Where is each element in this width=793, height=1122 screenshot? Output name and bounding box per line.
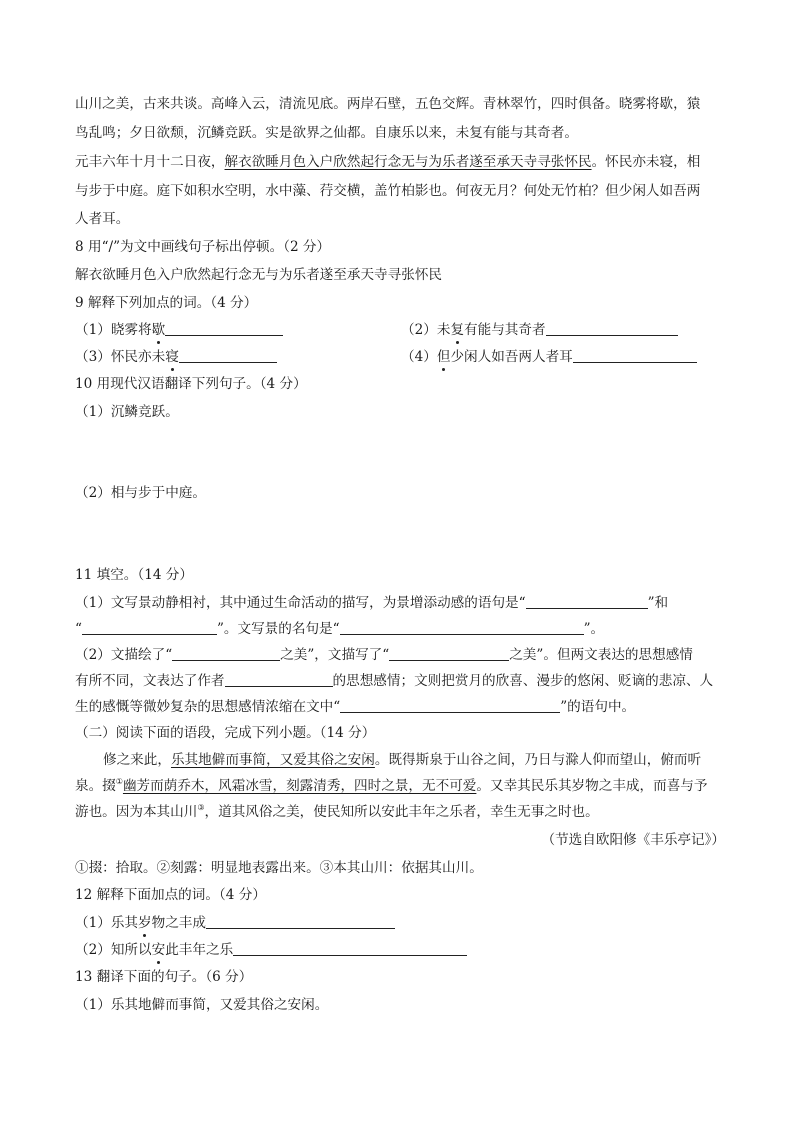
question-11-line: （1）文写景动静相衬，其中通过生命活动的描写，为景增添动感的语句是“ ”和 <box>75 595 669 611</box>
dotted-word: 安 <box>151 942 166 958</box>
footnote-mark: ① <box>115 777 123 786</box>
passage2-line: 元丰六年十月十二日夜，解衣欲睡月色入户欣然起行念无与为乐者遂至承天寺寻张怀民。怀民亦未寝，相 <box>75 154 701 170</box>
question-10-stem: 10 用现代汉语翻译下列句子。（4 分） <box>75 376 307 392</box>
section2-passage-line: 泉。掇①幽芳而荫乔木，风霜冰雪，刻露清秀，四时之景，无不可爱。又幸其民乐其岁物之丰成，而喜与予 <box>75 777 708 794</box>
answer-blank[interactable] <box>340 621 584 635</box>
dotted-word: 歇 <box>151 322 166 338</box>
answer-blank[interactable] <box>389 647 509 661</box>
answer-blank[interactable] <box>546 322 678 336</box>
footnote-mark: ③ <box>197 803 205 812</box>
question-12-item: （1）乐其岁物之丰成 <box>75 914 725 932</box>
question-10-item: （2）相与步于中庭。 <box>75 485 206 501</box>
dotted-word: 复 <box>450 322 465 338</box>
answer-blank[interactable] <box>179 349 277 363</box>
question-11-line: “ ”。文写景的名句是“ ”。 <box>75 621 605 637</box>
question-9-stem: 9 解释下列加点的词。（4 分） <box>75 295 258 311</box>
passage2-line: 与步于中庭。庭下如积水空明，水中藻、荇交横，盖竹柏影也。何夜无月？何处无竹柏？但少闲人如吾两 <box>75 183 701 199</box>
answer-blank[interactable] <box>340 699 560 713</box>
question-13-item: （1）乐其地僻而事简，又爱其俗之安闲。 <box>75 997 329 1013</box>
dotted-word: 寝 <box>165 349 179 365</box>
answer-blank[interactable] <box>225 673 333 687</box>
question-11-line: 生的感慨等微妙复杂的思想感情浓缩在文中“ ”的语句中。 <box>75 699 636 715</box>
section2-passage-line: 修之来此，乐其地僻而事简，又爱其俗之安闲。既得斯泉于山谷之间，乃日与滁人仰而望山，俯而听 <box>103 752 702 768</box>
dotted-word: 岁 <box>138 915 152 931</box>
dotted-word: 但 <box>436 349 451 365</box>
passage1-line: 山川之美，古来共谈。高峰入云，清流见底。两岸石壁，五色交辉。青林翠竹，四时俱备。晓雾将歇，猿 <box>75 96 701 112</box>
question-8-sentence: 解衣欲睡月色入户欣然起行念无与为乐者遂至承天寺寻张怀民 <box>75 267 443 283</box>
question-9-row: （1）晓雾将歇 （2）未复有能与其奇者 <box>75 321 725 339</box>
passage-source: （节选自欧阳修《丰乐亭记》） <box>541 832 725 848</box>
question-10-item: （1）沉鳞竞跃。 <box>75 404 179 420</box>
underlined-sentence: 幽芳而荫乔木，风霜冰雪，刻露清秀，四时之景，无不可爱 <box>122 778 477 794</box>
answer-blank[interactable] <box>172 647 280 661</box>
underlined-sentence: 解衣欲睡月色入户欣然起行念无与为乐者遂至承天寺寻张怀民 <box>224 154 592 170</box>
question-8-stem: 8 用“/”为文中画线句子标出停顿。（2 分） <box>75 239 331 255</box>
footnotes: ①掇：拾取。②刻露：明显地表露出来。③本其山川：依据其山川。 <box>75 860 483 876</box>
question-11-line: 有所不同，文表达了作者 的思想感情；文则把赏月的欣喜、漫步的悠闲、贬谪的悲凉、人 <box>75 673 714 689</box>
underlined-sentence: 乐其地僻而事简，又爱其俗之安闲 <box>170 752 375 768</box>
question-9-row: （3）怀民亦未寝 （4）但少闲人如吾两人者耳 <box>75 348 725 366</box>
answer-blank[interactable] <box>526 595 648 609</box>
section2-passage-line: 游也。因为本其山川③，道其风俗之美，使民知所以安此丰年之乐者，幸生无事之时也。 <box>75 803 599 820</box>
question-12-item: （2）知所以安此丰年之乐 <box>75 941 725 959</box>
question-13-stem: 13 翻译下面的句子。（6 分） <box>75 969 253 985</box>
answer-blank[interactable] <box>573 349 697 363</box>
answer-blank[interactable] <box>233 942 467 956</box>
question-11-line: （2）文描绘了“ 之美”，文描写了“ 之美”。但两文表达的思想感情 <box>75 647 693 663</box>
passage2-line: 人者耳。 <box>75 211 130 227</box>
section-2-title: （二）阅读下面的语段，完成下列小题。（14 分） <box>75 725 376 741</box>
passage1-line: 鸟乱鸣；夕日欲颓，沉鳞竞跃。实是欲界之仙都。自康乐以来，未复有能与其奇者。 <box>75 125 578 141</box>
question-11-stem: 11 填空。（14 分） <box>75 567 193 583</box>
answer-blank[interactable] <box>82 621 217 635</box>
answer-blank[interactable] <box>206 915 395 929</box>
answer-blank[interactable] <box>165 322 283 336</box>
question-12-stem: 12 解释下面加点的词。（4 分） <box>75 887 266 903</box>
